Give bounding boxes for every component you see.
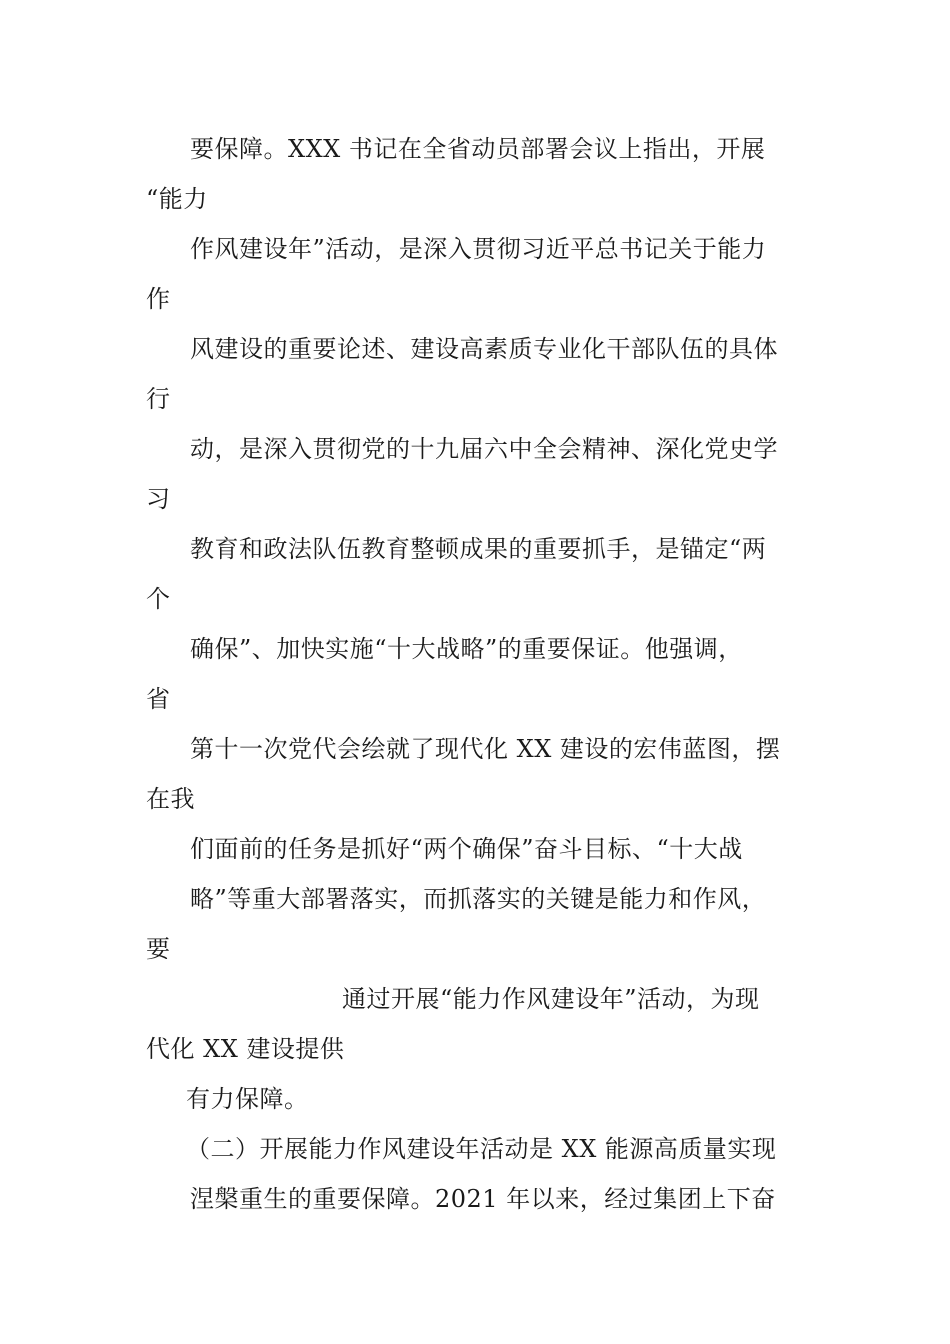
paragraph-line: 代化 XX 建设提供: [146, 1035, 345, 1063]
paragraph-line: 行: [146, 385, 171, 413]
paragraph-line: 们面前的任务是抓好“两个确保”奋斗目标、“十大战: [190, 835, 743, 863]
paragraph-line: 习: [146, 485, 171, 513]
paragraph-line: 教育和政法队伍教育整顿成果的重要抓手，是锚定“两: [190, 535, 767, 563]
paragraph-line: 动，是深入贯彻党的十九届六中全会精神、深化党史学: [190, 435, 778, 463]
paragraph-line: 要保障。XXX 书记在全省动员部署会议上指出，开展: [190, 135, 766, 163]
paragraph-line: 涅槃重生的重要保障。2021 年以来，经过集团上下奋: [190, 1185, 776, 1213]
paragraph-line: 个: [146, 585, 171, 613]
paragraph-line: 作: [146, 285, 171, 313]
paragraph-line: “能力: [146, 185, 208, 213]
paragraph-line: 略”等重大部署落实，而抓落实的关键是能力和作风，: [190, 885, 767, 913]
paragraph-line: 风建设的重要论述、建设高素质专业化干部队伍的具体: [190, 335, 778, 363]
paragraph-line: 在我: [146, 785, 195, 813]
paragraph-line: 要: [146, 935, 171, 963]
paragraph-line: 有力保障。: [186, 1085, 309, 1113]
section-heading-line: （二）开展能力作风建设年活动是 XX 能源高质量实现: [186, 1135, 777, 1163]
paragraph-line: 确保”、加快实施“十大战略”的重要保证。他强调，: [190, 635, 743, 663]
paragraph-line: 作风建设年”活动，是深入贯彻习近平总书记关于能力: [190, 235, 767, 263]
paragraph-line: 第十一次党代会绘就了现代化 XX 建设的宏伟蓝图，摆: [190, 735, 781, 763]
paragraph-line: 省: [146, 685, 171, 713]
paragraph-line: 通过开展“能力作风建设年”活动，为现: [342, 985, 760, 1013]
